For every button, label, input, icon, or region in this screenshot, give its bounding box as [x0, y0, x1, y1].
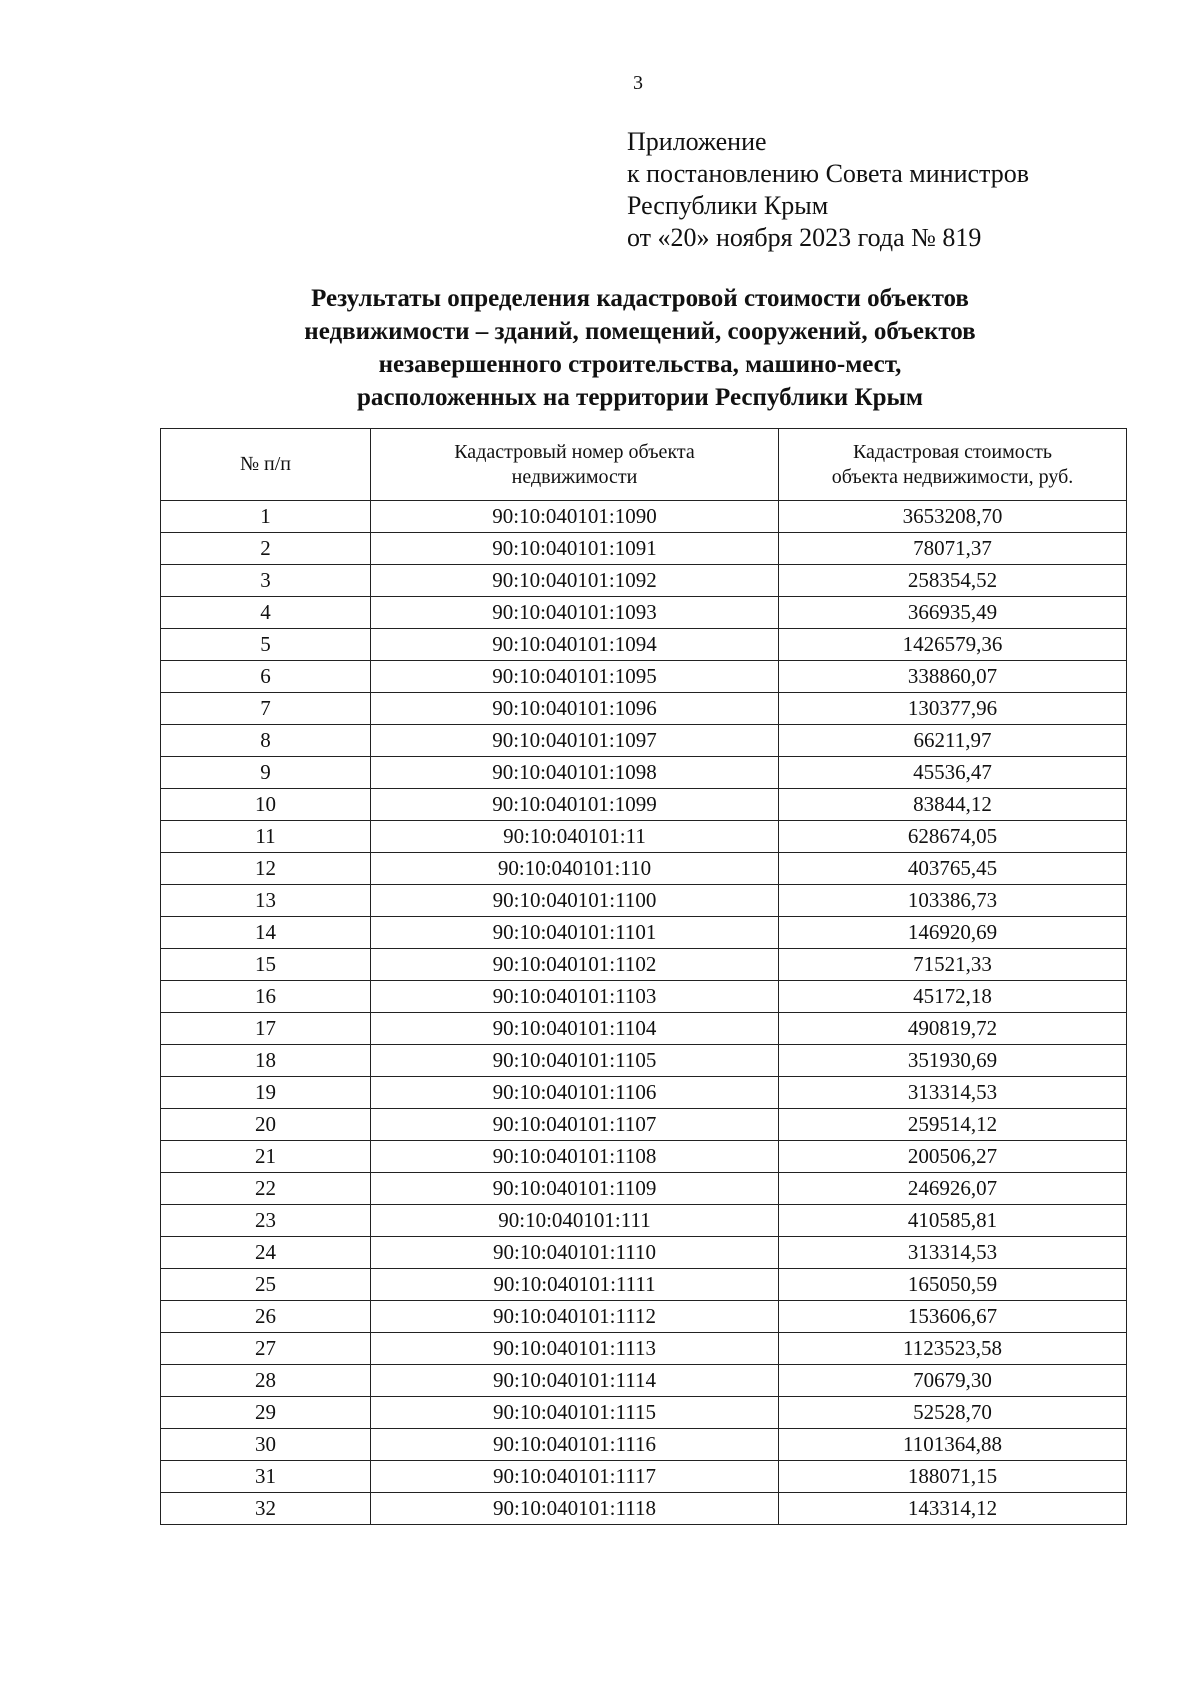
cadastral-id-cell: 90:10:040101:1107 [371, 1109, 779, 1141]
row-number-cell: 8 [161, 725, 371, 757]
table-row [161, 1205, 1127, 1237]
cadastral-id-cell: 90:10:040101:1114 [371, 1365, 779, 1397]
row-number-cell: 1 [161, 501, 371, 533]
cadastral-id-cell: 90:10:040101:1095 [371, 661, 779, 693]
row-number-cell: 2 [161, 533, 371, 565]
appendix-block [627, 126, 1029, 254]
cadastral-id-cell: 90:10:040101:1091 [371, 533, 779, 565]
row-number-cell: 25 [161, 1269, 371, 1301]
cadastral-value-cell: 490819,72 [779, 1013, 1127, 1045]
cadastral-value-cell: 130377,96 [779, 693, 1127, 725]
table-row [161, 1461, 1127, 1493]
cadastral-id-cell: 90:10:040101:1103 [371, 981, 779, 1013]
cadastral-value-cell: 313314,53 [779, 1077, 1127, 1109]
table-row [161, 1077, 1127, 1109]
table-row [161, 821, 1127, 853]
cadastral-id-cell: 90:10:040101:1093 [371, 597, 779, 629]
row-number-cell: 10 [161, 789, 371, 821]
cadastral-value-cell: 71521,33 [779, 949, 1127, 981]
row-number-cell: 14 [161, 917, 371, 949]
row-number-cell: 6 [161, 661, 371, 693]
row-number-cell: 19 [161, 1077, 371, 1109]
table-header-row [161, 429, 1127, 501]
table-row [161, 1045, 1127, 1077]
row-number-cell: 22 [161, 1173, 371, 1205]
cadastral-id-cell: 90:10:040101:1113 [371, 1333, 779, 1365]
document-title [160, 282, 1120, 414]
cadastral-value-cell: 70679,30 [779, 1365, 1127, 1397]
cadastral-id-cell: 90:10:040101:1105 [371, 1045, 779, 1077]
cadastral-value-cell: 200506,27 [779, 1141, 1127, 1173]
row-number-cell: 20 [161, 1109, 371, 1141]
header-value [779, 429, 1127, 501]
title-line: недвижимости – зданий, помещений, сооружений, объектов [304, 318, 976, 345]
table-row [161, 981, 1127, 1013]
cadastral-value-cell: 45536,47 [779, 757, 1127, 789]
cadastral-value-cell: 146920,69 [779, 917, 1127, 949]
cadastral-id-cell: 90:10:040101:1090 [371, 501, 779, 533]
cadastral-id-cell: 90:10:040101:1100 [371, 885, 779, 917]
cadastral-id-cell: 90:10:040101:110 [371, 853, 779, 885]
table-row [161, 1013, 1127, 1045]
cadastral-id-cell: 90:10:040101:1092 [371, 565, 779, 597]
cadastral-value-cell: 78071,37 [779, 533, 1127, 565]
cadastral-id-cell: 90:10:040101:1115 [371, 1397, 779, 1429]
header-cadastral-id-line: Кадастровый номер объекта [454, 440, 695, 463]
table-row [161, 661, 1127, 693]
cadastral-value-cell: 1426579,36 [779, 629, 1127, 661]
table-row [161, 885, 1127, 917]
cadastral-value-cell: 83844,12 [779, 789, 1127, 821]
header-value-line: объекта недвижимости, руб. [831, 465, 1074, 488]
table-row [161, 725, 1127, 757]
cadastral-value-cell: 188071,15 [779, 1461, 1127, 1493]
table-row [161, 597, 1127, 629]
cadastral-id-cell: 90:10:040101:1097 [371, 725, 779, 757]
cadastral-id-cell: 90:10:040101:1112 [371, 1301, 779, 1333]
cadastral-value-cell: 313314,53 [779, 1237, 1127, 1269]
header-cadastral-id [371, 429, 779, 501]
table-row [161, 565, 1127, 597]
appendix-line: Республики Крым [627, 191, 829, 220]
cadastral-id-cell: 90:10:040101:1099 [371, 789, 779, 821]
cadastral-value-cell: 52528,70 [779, 1397, 1127, 1429]
table-row [161, 917, 1127, 949]
cadastral-id-cell: 90:10:040101:1116 [371, 1429, 779, 1461]
header-cadastral-id-line: недвижимости [511, 465, 638, 488]
table-row [161, 949, 1127, 981]
cadastral-id-cell: 90:10:040101:1101 [371, 917, 779, 949]
appendix-line: Приложение [627, 127, 767, 156]
table-row [161, 1365, 1127, 1397]
row-number-cell: 29 [161, 1397, 371, 1429]
table-row [161, 789, 1127, 821]
row-number-cell: 4 [161, 597, 371, 629]
cadastral-value-cell: 410585,81 [779, 1205, 1127, 1237]
table-row [161, 533, 1127, 565]
table-row [161, 629, 1127, 661]
table-row [161, 1429, 1127, 1461]
row-number-cell: 12 [161, 853, 371, 885]
cadastral-id-cell: 90:10:040101:1111 [371, 1269, 779, 1301]
cadastral-id-cell: 90:10:040101:11 [371, 821, 779, 853]
table-row [161, 1109, 1127, 1141]
table-row [161, 1237, 1127, 1269]
cadastral-value-cell: 165050,59 [779, 1269, 1127, 1301]
row-number-cell: 28 [161, 1365, 371, 1397]
page-number: 3 [633, 72, 643, 94]
table-row [161, 1397, 1127, 1429]
table-row [161, 1493, 1127, 1525]
row-number-cell: 30 [161, 1429, 371, 1461]
row-number-cell: 16 [161, 981, 371, 1013]
table-row [161, 1141, 1127, 1173]
table-row [161, 1269, 1127, 1301]
cadastral-id-cell: 90:10:040101:1106 [371, 1077, 779, 1109]
cadastral-id-cell: 90:10:040101:1110 [371, 1237, 779, 1269]
cadastral-id-cell: 90:10:040101:1108 [371, 1141, 779, 1173]
row-number-cell: 23 [161, 1205, 371, 1237]
table-row [161, 853, 1127, 885]
cadastral-value-cell: 259514,12 [779, 1109, 1127, 1141]
cadastral-value-cell: 258354,52 [779, 565, 1127, 597]
row-number-cell: 31 [161, 1461, 371, 1493]
row-number-cell: 21 [161, 1141, 371, 1173]
cadastral-id-cell: 90:10:040101:1098 [371, 757, 779, 789]
row-number-cell: 5 [161, 629, 371, 661]
table-row [161, 693, 1127, 725]
row-number-cell: 18 [161, 1045, 371, 1077]
row-number-cell: 32 [161, 1493, 371, 1525]
row-number-cell: 17 [161, 1013, 371, 1045]
cadastral-id-cell: 90:10:040101:1117 [371, 1461, 779, 1493]
cadastral-id-cell: 90:10:040101:1094 [371, 629, 779, 661]
row-number-cell: 11 [161, 821, 371, 853]
row-number-cell: 15 [161, 949, 371, 981]
row-number-cell: 9 [161, 757, 371, 789]
row-number-cell: 24 [161, 1237, 371, 1269]
table-row [161, 1333, 1127, 1365]
appendix-line: от «20» ноября 2023 года № 819 [627, 223, 982, 252]
row-number-cell: 27 [161, 1333, 371, 1365]
cadastral-id-cell: 90:10:040101:1118 [371, 1493, 779, 1525]
cadastral-value-cell: 66211,97 [779, 725, 1127, 757]
cadastral-value-cell: 1101364,88 [779, 1429, 1127, 1461]
row-number-cell: 3 [161, 565, 371, 597]
cadastral-value-cell: 143314,12 [779, 1493, 1127, 1525]
header-number: № п/п [161, 429, 371, 501]
cadastral-value-cell: 338860,07 [779, 661, 1127, 693]
table-row [161, 1301, 1127, 1333]
cadastral-value-cell: 403765,45 [779, 853, 1127, 885]
title-line: незавершенного строительства, машино-мест, [378, 351, 902, 378]
cadastral-id-cell: 90:10:040101:1096 [371, 693, 779, 725]
table-body [161, 501, 1127, 1525]
table-row [161, 501, 1127, 533]
cadastral-value-cell: 153606,67 [779, 1301, 1127, 1333]
header-value-line: Кадастровая стоимость [852, 440, 1053, 463]
title-line: Результаты определения кадастровой стоимости объектов [311, 285, 969, 312]
cadastral-id-cell: 90:10:040101:111 [371, 1205, 779, 1237]
title-line: расположенных на территории Республики Крым [356, 384, 924, 411]
row-number-cell: 26 [161, 1301, 371, 1333]
cadastral-value-table [160, 428, 1127, 1525]
appendix-line: к постановлению Совета министров [627, 159, 1029, 188]
cadastral-value-cell: 3653208,70 [779, 501, 1127, 533]
table-row [161, 1173, 1127, 1205]
cadastral-value-cell: 366935,49 [779, 597, 1127, 629]
cadastral-id-cell: 90:10:040101:1109 [371, 1173, 779, 1205]
cadastral-value-cell: 246926,07 [779, 1173, 1127, 1205]
row-number-cell: 13 [161, 885, 371, 917]
cadastral-value-cell: 628674,05 [779, 821, 1127, 853]
row-number-cell: 7 [161, 693, 371, 725]
cadastral-value-cell: 103386,73 [779, 885, 1127, 917]
cadastral-id-cell: 90:10:040101:1102 [371, 949, 779, 981]
table-row [161, 757, 1127, 789]
cadastral-value-cell: 45172,18 [779, 981, 1127, 1013]
cadastral-value-cell: 1123523,58 [779, 1333, 1127, 1365]
cadastral-id-cell: 90:10:040101:1104 [371, 1013, 779, 1045]
cadastral-value-cell: 351930,69 [779, 1045, 1127, 1077]
